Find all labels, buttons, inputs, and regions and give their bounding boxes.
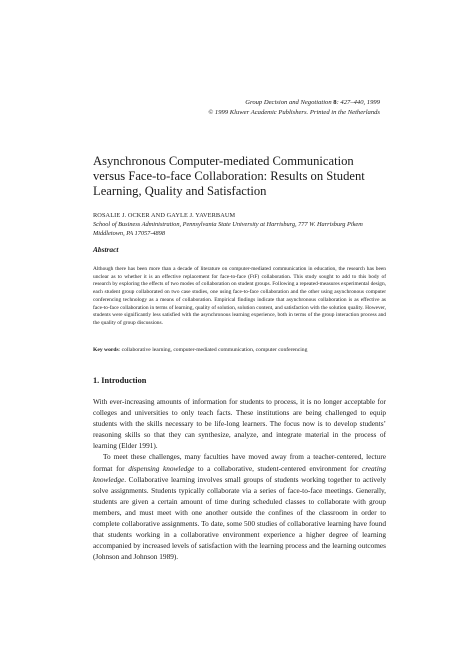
paper-title: Asynchronous Computer-mediated Communication versus Face-to-face Collaboration: Results on Student Learning, Quality and Satisfaction: [93, 154, 365, 199]
keywords-label: Key words: [93, 347, 119, 353]
emphasis-text: creating knowledge: [93, 463, 387, 484]
section-heading: 1. Introduction: [93, 376, 147, 385]
abstract-text: Although there has been more than a decade of literature on computer-mediated communication in education, the research has been unclear as to whether it is an effective replacement for face-to-face (FtF) collaboration. This study sought to add to this body of research by exploring the effects of two modes of collaboration on student groups. Following a repeated-measures experimental design, each student group collaborated on two case studies, one using face-to-face collaboration and the other using asynchronous computer conferencing technology as a means of collaboration. Empirical findings indicate that asynchronous collaboration is as effective as face-to-face collaboration in terms of learning, quality of solution, solution content, and satisfaction with the solution quality. However, students were significantly less satisfied with the asynchronous learning experience, both in terms of the group interaction process and the quality of group discussions.: [93, 266, 386, 326]
author-affiliation: School of Business Administration, Pennsylvania State University at Harrisburg, 777 W. Harrisburg Pikem Middletown, PA 17057-4898: [93, 221, 363, 237]
keywords-list: : collaborative learning, computer-mediated communication, computer conferencing: [118, 347, 308, 353]
author-block: [93, 211, 386, 238]
journal-name: Group Decision and Negotiation: [245, 99, 332, 106]
journal-citation: [208, 98, 380, 108]
journal-pages: : 427–440, 1999: [336, 99, 380, 106]
journal-header: [208, 98, 380, 118]
section-body: [93, 396, 386, 562]
keywords-line: [93, 346, 386, 354]
abstract-heading: Abstract: [93, 245, 119, 254]
body-paragraph: With ever-increasing amounts of information for students to process, it is no longer acceptable for colleges and universities to only teach facts. These institutions are being challenged to equip students with the skills necessary to be life-long learners. The focus now is to develop students’ reasoning skills so that they can synthesize, analyze, and integrate material in the process of learning (Elder 1991).: [93, 397, 386, 451]
journal-copyright: © 1999 Kluwer Academic Publishers. Printed in the Netherlands: [208, 109, 380, 116]
journal-volume: 8: [333, 99, 337, 106]
emphasis-text: dispensing knowledge: [128, 463, 195, 473]
body-paragraph: [93, 451, 386, 562]
body-text-run: To meet these challenges, many faculties have moved away from a teacher-centered, lecture format for: [93, 452, 386, 473]
author-names: ROSALIE J. OCKER AND GAYLE J. YAVERBAUM: [93, 212, 236, 219]
body-text-run: to a collaborative, student-centered environment for: [194, 463, 362, 473]
body-text-run: . Collaborative learning involves small groups of students working together to actively solve assignments. Students typically collaborate via a series of face-to-face meetings. Generally, students are given a certain amount of time during scheduled classes to collaborate with group members, and must meet with one another outside the confines of the classroom in order to complete collaborative assignments. To date, some 500 studies of collaborative learning have found that students working in a collaborative environment experience a higher degree of learning accompanied by increased levels of satisfaction with the learning process and the learning outcomes (Johnson and Johnson 1989).: [93, 474, 386, 562]
